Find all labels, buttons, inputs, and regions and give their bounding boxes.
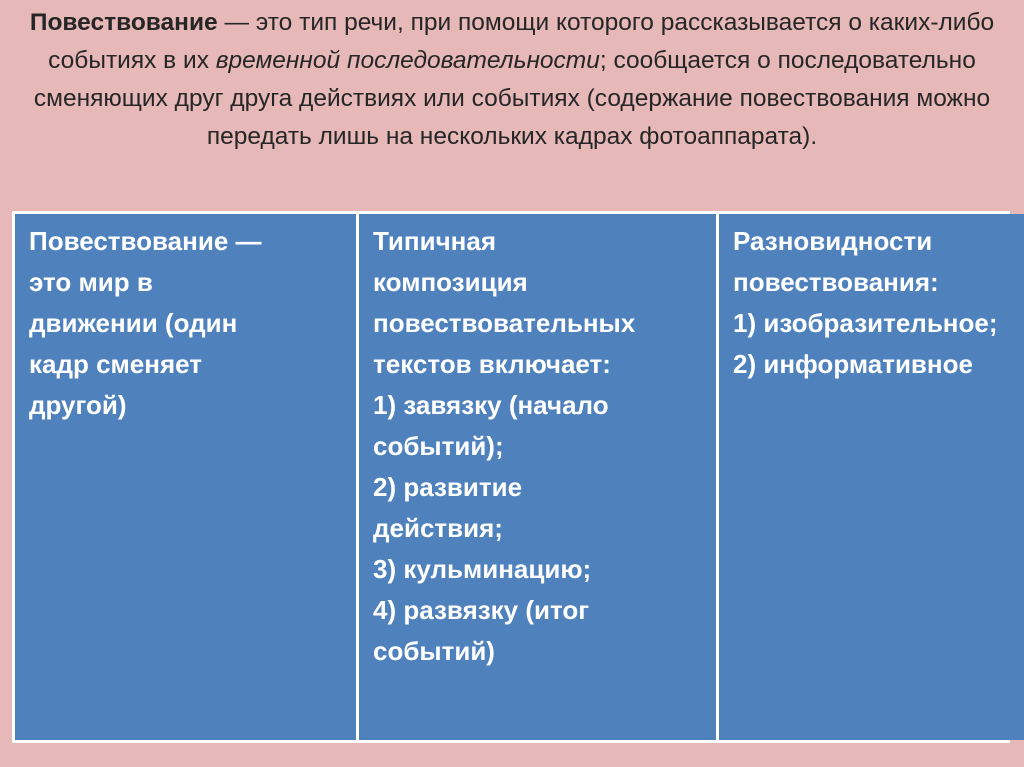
cell-varieties: Разновидности повествования: 1) изобразительное; 2) информативное	[719, 214, 1024, 740]
cell-composition: Типичная композиция повествовательных текстов включает: 1) завязку (начало событий); 2) развитие действия; 3) кульминацию; 4) развязку (итог событий)	[359, 214, 716, 740]
cell-definition: Повествование — это мир в движении (один кадр сменяет другой)	[15, 214, 356, 740]
narration-table	[12, 211, 1024, 743]
table-row	[15, 214, 1024, 740]
intro-term: Повествование	[29, 9, 218, 36]
intro-text-part1: — это тип речи, при помощи которого рассказывается о каких-либо событиях в их	[48, 9, 995, 74]
intro-paragraph	[20, 4, 1004, 156]
intro-text-part2: ; сообщается о последовательно сменяющих друг друга действиях или событиях (содержание повествования можно передать лишь на нескольких кадрах фотоаппарата).	[33, 47, 991, 150]
intro-emphasis: временной последовательности	[215, 47, 600, 74]
table-frame	[12, 211, 1010, 743]
